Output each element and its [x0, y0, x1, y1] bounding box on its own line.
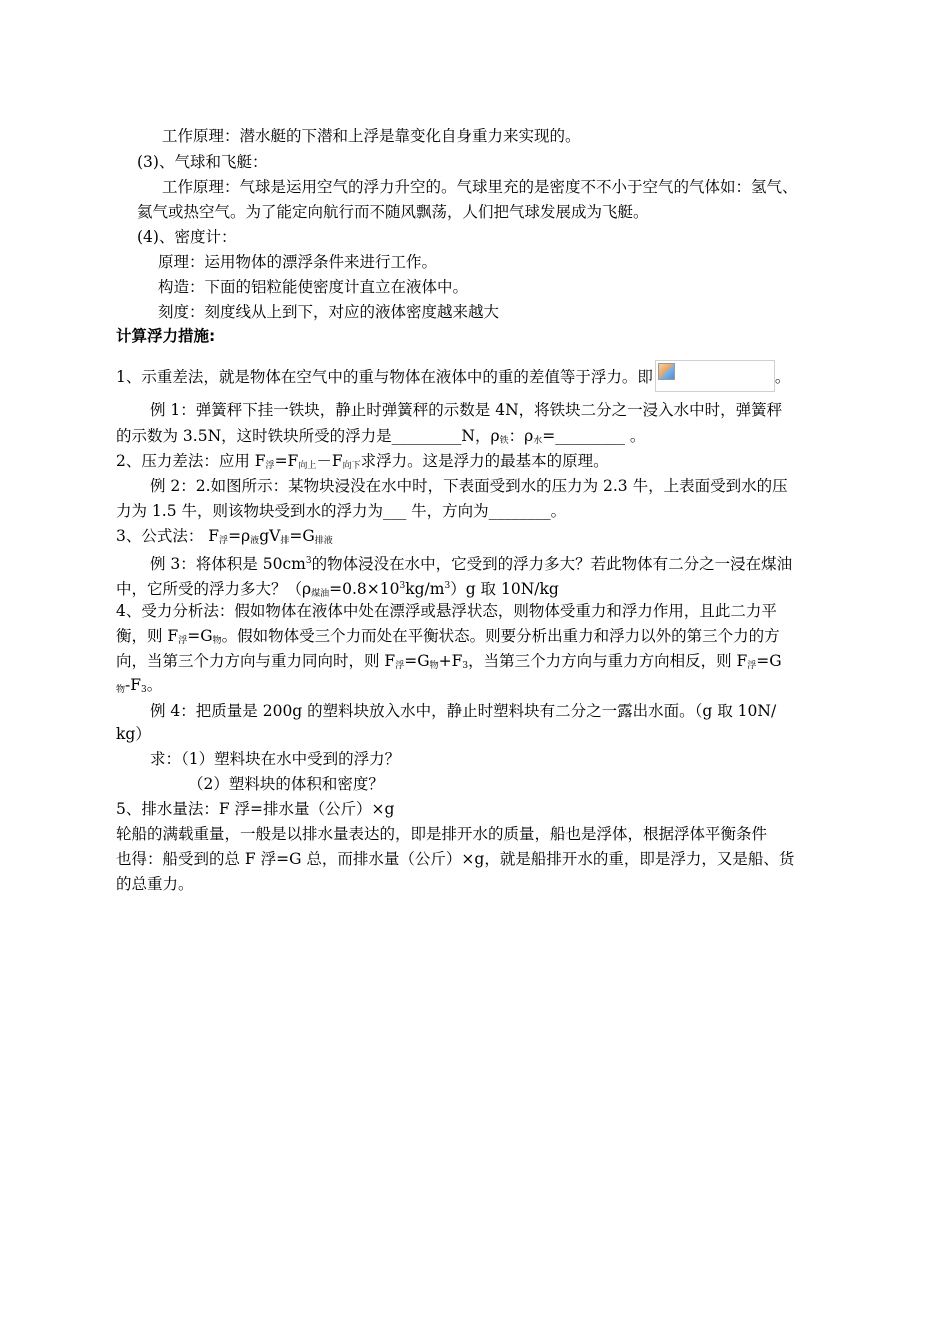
method-1-end: 。 [774, 368, 791, 386]
hydrometer-principle: 原理：运用物体的漂浮条件来进行工作。 [158, 253, 438, 271]
example-1-line-2: 的示数为 3.5N，这时铁块所受的浮力是_________N，$\rho_铁$：$\rho_水=\_\_\_\_\_\_\_\_\_$ 。 [116, 427, 646, 446]
hydrometer-scale: 刻度：刻度线从上到下，对应的液体密度越来越大 [158, 303, 500, 321]
example-2-line-1: 例 2：2.如图所示：某物块浸没在水中时，下表面受到水的压力为 2.3 牛，上表面受到水的压 [150, 477, 788, 495]
method-5-line-1: 轮船的满载重量，一般是以排水量表达的，即是排开水的质量，船也是浮体，根据浮体平衡条件 [116, 825, 768, 843]
example-2-line-2: 力为 1.5 牛，则该物块受到水的浮力为___ 牛，方向为________。 [116, 502, 567, 520]
heading-balloon-airship: (3)、气球和飞艇： [137, 153, 268, 171]
method-4-line-3: 向，当第三个力方向与重力同向时，则 $F_浮=G_物+F_3$，当第三个力方向与重力方向相反，则 $F_浮=G$ [116, 652, 782, 671]
example-4-line-1: 例 4：把质量是 200g 的塑料块放入水中，静止时塑料块有二分之一露出水面。（g 取 10N/ [150, 702, 777, 720]
method-2-pressure-difference: 2、压力差法：应用 $F_浮=F_{向上}-F_{向下}$求浮力。这是浮力的最基本的原理。 [116, 452, 609, 471]
example-4-question-2: （2）塑料块的体积和密度？ [188, 775, 384, 793]
method-4-line-1: 4、受力分析法：假如物体在液体中处在漂浮或悬浮状态，则物体受重力和浮力作用，且此二力平 [116, 602, 777, 620]
method-5-line-3: 的总重力。 [116, 875, 194, 893]
paragraph-balloon-principle: 工作原理：气球是运用空气的浮力升空的。气球里充的是密度不不小于空气的气体如：氢气、 [162, 178, 798, 196]
method-3-formula: 3、公式法： $F_浮=\rho_液gV_排=G_{排液}$ [116, 527, 333, 546]
broken-image-icon [658, 363, 675, 380]
example-3-line-1: 例 3：将体积是 $50cm^3$的物体浸没在水中，它受到的浮力多大？若此物体有二分之一浸在煤油 [150, 555, 793, 573]
paragraph-balloon-principle-cont: 氦气或热空气。为了能定向航行而不随风飘荡，人们把气球发展成为飞艇。 [137, 203, 649, 221]
method-4-line-2: 衡，则 $F_浮=G_物$。假如物体受三个力而处在平衡状态。则要分析出重力和浮力以外的第三个力的方 [116, 627, 780, 646]
heading-hydrometer: (4)、密度计： [137, 228, 237, 246]
section-heading-buoyancy-methods: 计算浮力措施: [116, 327, 216, 345]
example-4-line-2: kg） [116, 725, 151, 743]
hydrometer-structure: 构造：下面的铝粒能使密度计直立在液体中。 [158, 278, 469, 296]
formula-image-placeholder [655, 360, 775, 392]
method-5-line-2: 也得：船受到的总 F 浮=G 总，而排水量（公斤）×g，就是船排开水的重，即是浮力，又是船、货 [116, 850, 795, 868]
method-5-displacement: 5、排水量法：F 浮=排水量（公斤）×g [116, 800, 395, 818]
method-1-weight-difference [116, 360, 790, 392]
method-4-line-4: $_物-F_3$。 [116, 676, 163, 695]
example-1-line-1: 例 1：弹簧秤下挂一铁块，静止时弹簧秤的示数是 4N，将铁块二分之一浸入水中时，弹簧秤 [150, 401, 783, 419]
paragraph-submarine-principle: 工作原理：潜水艇的下潜和上浮是靠变化自身重力来实现的。 [162, 127, 581, 145]
example-4-question-1: 求：（1）塑料块在水中受到的浮力？ [150, 750, 401, 768]
method-1-text: 1、示重差法，就是物体在空气中的重与物体在液体中的重的差值等于浮力。即 [116, 368, 653, 386]
example-3-line-2: 中，它所受的浮力多大？$(\rho_{煤油}=0.8\times 10^3kg/m^3)g$ 取 10N/kg [116, 580, 559, 599]
